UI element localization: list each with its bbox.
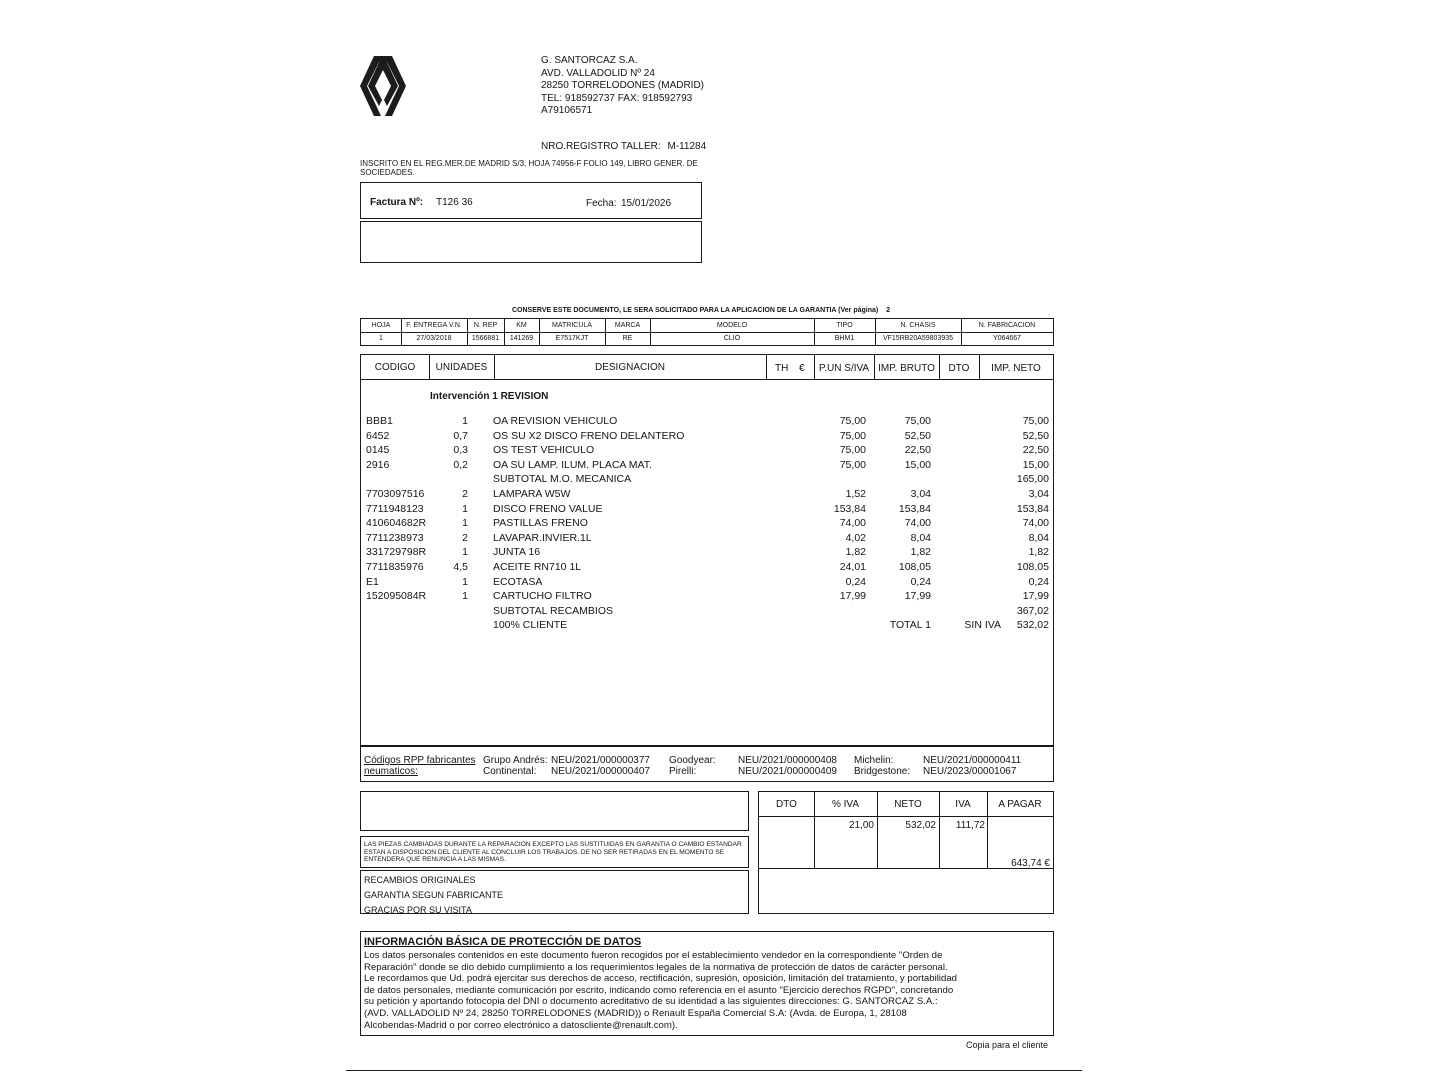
item-code: 7711948123	[366, 502, 424, 515]
item-net-amount: 165,00	[1016, 473, 1049, 486]
vehicle-header-nrep: N. REP	[473, 322, 498, 329]
warranty-page: 2	[886, 307, 891, 314]
item-gross-amount: 0,24	[910, 575, 931, 588]
item-units: 2	[462, 488, 468, 500]
item-discount: SIN IVA	[964, 619, 1001, 632]
registro-value: M-11284	[667, 141, 707, 152]
warranty-notice	[512, 307, 890, 314]
item-units: 1	[462, 502, 468, 515]
item-row	[361, 618, 1053, 632]
rpp-name-pirelli: Pirelli:	[669, 766, 697, 777]
renault-logo-icon	[358, 54, 408, 118]
header-codigo: CODIGO	[374, 362, 416, 373]
factura-value: T126 36	[436, 197, 473, 208]
warranty-text: CONSERVE ESTE DOCUMENTO, LE SERA SOLICITADO PARA LA APLICACION DE LA GARANTIA (Ver página)	[512, 307, 879, 314]
item-code: 0145	[366, 444, 390, 457]
vehicle-header-hoja: HOJA	[371, 322, 391, 329]
item-units: 0,7	[453, 429, 468, 442]
vehicle-header-matricula: MATRICULA	[552, 322, 592, 329]
rpp-code-pirelli: NEU/2021/000000409	[738, 766, 837, 777]
vehicle-km: 141269	[509, 335, 534, 342]
item-net-amount: 1,82	[1028, 546, 1049, 559]
item-code: 7703097516	[366, 488, 425, 500]
invoice-number-box	[360, 182, 702, 219]
header-bruto: IMP. BRUTO	[878, 363, 935, 374]
item-description: OS TEST VEHICULO	[493, 444, 595, 457]
vehicle-chasis: VF15RB20A59803935	[882, 335, 954, 342]
vehicle-nrep: 1566881	[471, 335, 500, 342]
lines-body	[360, 380, 1054, 746]
item-description: OA SU LAMP. ILUM. PLACA MAT.	[493, 458, 652, 471]
item-gross-amount: 75,00	[904, 415, 931, 427]
vehicle-table	[360, 318, 1054, 346]
item-description: LAMPARA W5W	[493, 488, 571, 500]
item-net-amount: 15,00	[1022, 458, 1049, 471]
item-row	[361, 443, 1053, 457]
item-code: 7711835976	[366, 561, 424, 573]
item-row	[361, 545, 1053, 559]
item-units: 1	[462, 517, 468, 530]
item-gross-amount: 3,04	[910, 488, 931, 500]
customer-box	[360, 221, 702, 263]
item-code: 6452	[366, 429, 390, 442]
item-units: 1	[462, 415, 468, 427]
rpp-name-bridgestone: Bridgestone:	[854, 766, 911, 777]
pieces-notice: LAS PIEZAS CAMBIADAS DURANTE LA REPARACION EXCEPTO LAS SUSTITUIDAS EN GARANTIA O CAMBIO ESTANDAR ESTAN A DISPOSICION DEL CLIENTE AL CONCLUIR LOS TRABAJOS. DE NO SER RETIRADAS EN EL MOMENTO SE ENTENDERA QUE RENUNCIA A LAS MISMAS.	[364, 841, 742, 864]
item-description: SUBTOTAL RECAMBIOS	[493, 604, 613, 617]
privacy-line: Alcobendas-Madrid o por correo electrónico a datoscliente@renault.com).	[364, 1019, 678, 1031]
company-city: 28250 TORRELODONES (MADRID)	[541, 80, 705, 91]
item-unit-price: 0,24	[845, 575, 866, 588]
item-code: 331729798R	[366, 546, 427, 559]
item-net-amount: 74,00	[1022, 517, 1049, 530]
item-description: ECOTASA	[493, 575, 543, 588]
totals-a-pagar: 643,74 €	[1011, 858, 1050, 869]
header-euro: €	[799, 363, 805, 374]
item-net-amount: 532,02	[1016, 619, 1049, 632]
item-units: 1	[462, 546, 468, 559]
item-gross-amount: 8,04	[910, 531, 931, 544]
vehicle-matricula: E7517KJT	[555, 335, 589, 342]
item-row	[361, 487, 1053, 501]
rpp-code-grupo-andres: NEU/2021/000000377	[551, 755, 650, 766]
item-gross-amount: 1,82	[910, 546, 931, 559]
item-description: PASTILLAS FRENO	[493, 517, 588, 530]
item-units: 2	[462, 531, 468, 544]
item-code: 2916	[366, 458, 390, 471]
item-net-amount: 108,05	[1016, 561, 1049, 573]
item-gross-amount: TOTAL 1	[889, 619, 931, 632]
rpp-code-continental: NEU/2021/000000407	[551, 766, 650, 777]
totals-iva-pct: 21,00	[848, 820, 874, 831]
item-gross-amount: 22,50	[904, 444, 931, 457]
item-unit-price: 1,52	[845, 488, 866, 500]
factura-label: Factura Nº:	[370, 197, 424, 208]
item-code: 152095084R	[366, 590, 427, 603]
item-net-amount: 8,04	[1028, 531, 1049, 544]
item-row	[361, 414, 1053, 428]
intervention-title: Intervención 1 REVISION	[430, 391, 549, 402]
totals-header-a-pagar: A PAGAR	[998, 799, 1042, 810]
vehicle-header-tipo: TIPO	[836, 322, 853, 329]
item-row	[361, 458, 1053, 472]
registro-label: NRO.REGISTRO TALLER:	[541, 141, 661, 152]
lines-header	[360, 354, 1054, 380]
company-street: AVD. VALLADOLID Nº 24	[541, 67, 655, 79]
note-gracias: GRACIAS POR SU VISITA	[364, 905, 472, 915]
item-unit-price: 75,00	[839, 458, 866, 471]
totals-header-iva-pct: % IVA	[831, 799, 860, 810]
totals-iva: 111,72	[955, 820, 985, 831]
item-description: OS SU X2 DISCO FRENO DELANTERO	[493, 429, 685, 442]
totals-header-iva: IVA	[955, 799, 971, 810]
totals-table	[758, 791, 1054, 869]
item-net-amount: 75,00	[1022, 415, 1049, 427]
item-code: E1	[366, 575, 379, 588]
rpp-label-2: neumaticos:	[364, 766, 418, 777]
company-cif: A79106571	[541, 105, 593, 116]
totals-header-neto: NETO	[894, 799, 922, 810]
item-description: 100% CLIENTE	[493, 619, 568, 632]
item-unit-price: 75,00	[839, 444, 866, 457]
item-code: 410604682R	[366, 517, 427, 530]
vehicle-header-km: KM	[516, 322, 527, 329]
totals-header-dto: DTO	[776, 799, 797, 810]
rpp-name-grupo-andres: Grupo Andrés:	[483, 755, 548, 766]
pieces-notice-box	[360, 836, 749, 868]
company-phone: TEL: 918592737 FAX: 918592793	[541, 92, 693, 104]
item-code: BBB1	[366, 415, 393, 427]
item-row	[361, 531, 1053, 545]
item-net-amount: 3,04	[1028, 488, 1049, 500]
item-unit-price: 75,00	[839, 415, 866, 427]
privacy-line: Le recordamos que Ud. podrá ejercitar sus derechos de acceso, rectificación, supresión, oposición, limitación del tratamiento, y portabilidad	[364, 973, 957, 985]
vehicle-hoja: 1	[379, 335, 383, 342]
item-gross-amount: 108,05	[898, 561, 931, 573]
inscrito-registro: INSCRITO EN EL REG.MER.DE MADRID S/3, HOJA 74956-F FOLIO 149, LIBRO GENER. DE SOCIEDADES.	[360, 159, 698, 177]
vehicle-header-fentrega: F. ENTREGA V.N.	[406, 322, 462, 329]
totals-footer-box	[758, 868, 1054, 914]
observations-box	[360, 791, 749, 831]
items-list	[361, 414, 1053, 654]
item-description: CARTUCHO FILTRO	[493, 590, 592, 603]
item-unit-price: 153,84	[833, 502, 866, 515]
item-net-amount: 153,84	[1016, 502, 1049, 515]
registro-taller	[541, 141, 706, 152]
item-row	[361, 589, 1053, 603]
rpp-name-michelin: Michelin:	[854, 755, 894, 766]
item-code: 7711238973	[366, 531, 424, 544]
item-description: LAVAPAR.INVIER.1L	[493, 531, 592, 544]
item-net-amount: 367,02	[1016, 604, 1049, 617]
fecha-value: 15/01/2026	[621, 198, 672, 209]
privacy-line: de datos personales, mediante comunicación por escrito, indicando como referencia en el asunto "Ejercicio derechos RGPD", concretando	[364, 984, 954, 996]
item-unit-price: 4,02	[845, 531, 866, 544]
fecha-label: Fecha:	[586, 198, 617, 209]
vehicle-marca: RE	[622, 335, 633, 342]
vehicle-fabricacion: Y064667	[992, 335, 1022, 342]
item-description: OA REVISION VEHICULO	[493, 415, 618, 427]
bottom-rule	[346, 1070, 1082, 1071]
privacy-text	[364, 950, 957, 1031]
item-row	[361, 502, 1053, 516]
item-net-amount: 17,99	[1022, 590, 1049, 603]
header-dto: DTO	[948, 363, 970, 374]
privacy-title: INFORMACIÓN BÁSICA DE PROTECCIÓN DE DATOS	[364, 936, 642, 948]
item-description: DISCO FRENO VALUE	[493, 502, 603, 515]
rpp-codes	[360, 746, 1054, 782]
item-gross-amount: 17,99	[904, 590, 931, 603]
rpp-code-goodyear: NEU/2021/000000408	[738, 755, 837, 766]
totals-neto: 532,02	[905, 820, 936, 831]
item-net-amount: 52,50	[1022, 429, 1049, 442]
company-name: G. SANTORCAZ S.A.	[541, 55, 638, 66]
vehicle-header-chasis: N. CHASIS	[900, 322, 936, 329]
item-description: JUNTA 16	[493, 546, 541, 559]
privacy-line: su petición y aportando fotocopia del DNI o documento acreditativo de su identidad a las siguientes direcciones: G. SANTORCAZ S.A.:	[364, 996, 938, 1008]
rpp-name-goodyear: Goodyear:	[669, 755, 716, 766]
rpp-label-1: Códigos RPP fabricantes	[364, 755, 476, 766]
item-description: SUBTOTAL M.O. MECANICA	[493, 473, 632, 486]
item-unit-price: 24,01	[839, 561, 866, 573]
vehicle-header-fabricacion: N. FABRICACION	[978, 322, 1036, 329]
header-pun: P.UN S/IVA	[818, 363, 870, 374]
item-unit-price: 74,00	[839, 517, 866, 530]
item-net-amount: 0,24	[1028, 575, 1049, 588]
header-designacion: DESIGNACION	[594, 362, 665, 373]
item-row	[361, 429, 1053, 443]
item-row	[361, 575, 1053, 589]
note-recambios: RECAMBIOS ORIGINALES	[364, 875, 476, 885]
rpp-name-continental: Continental:	[483, 766, 537, 777]
copy-label: Copia para el cliente	[966, 1040, 1049, 1050]
vehicle-modelo: CLIO	[723, 335, 741, 342]
item-row	[361, 516, 1053, 530]
item-row	[361, 560, 1053, 574]
privacy-line: (AVD. VALLADOLID Nº 24, 28250 TORRELODONES (MADRID)) o Renault España Comercial S.A: (Avda. de Europa, 1, 28108	[364, 1007, 907, 1019]
rpp-code-bridgestone: NEU/2023/00001067	[923, 766, 1017, 777]
item-unit-price: 1,82	[845, 546, 866, 559]
item-row	[361, 472, 1053, 486]
privacy-line: Los datos personales contenidos en este documento fueron recogidos por el establecimiento vendedor en la correspondiente "Orden de	[364, 950, 943, 961]
item-gross-amount: 52,50	[904, 429, 931, 442]
privacy-line: Reparación" donde se dio debido cumplimiento a los requerimientos legales de la normativa de protección de datos de carácter personal.	[364, 961, 948, 973]
company-address	[541, 55, 704, 118]
rpp-code-michelin: NEU/2021/000000411	[923, 755, 1022, 766]
item-unit-price: 17,99	[839, 590, 866, 603]
item-gross-amount: 153,84	[898, 502, 931, 515]
header-th: TH	[775, 363, 789, 374]
vehicle-header-modelo: MODELO	[716, 322, 748, 329]
header-neto: IMP. NETO	[991, 363, 1041, 374]
item-units: 1	[462, 590, 468, 603]
item-row	[361, 604, 1053, 618]
vehicle-fentrega: 27/03/2018	[416, 335, 452, 342]
item-net-amount: 22,50	[1022, 444, 1049, 457]
item-units: 0,2	[453, 458, 468, 471]
item-units: 0,3	[453, 444, 468, 457]
item-gross-amount: 74,00	[904, 517, 931, 530]
item-unit-price: 75,00	[839, 429, 866, 442]
item-units: 1	[462, 575, 468, 588]
vehicle-tipo: BHM1	[834, 335, 855, 342]
privacy-box	[360, 931, 1054, 1036]
footer-notes-box	[360, 870, 749, 914]
vehicle-header-marca: MARCA	[614, 322, 641, 329]
item-description: ACEITE RN710 1L	[493, 561, 582, 573]
header-unidades: UNIDADES	[435, 362, 488, 373]
note-garantia: GARANTIA SEGUN FABRICANTE	[364, 890, 504, 900]
item-gross-amount: 15,00	[904, 458, 931, 471]
item-units: 4,5	[453, 561, 468, 573]
